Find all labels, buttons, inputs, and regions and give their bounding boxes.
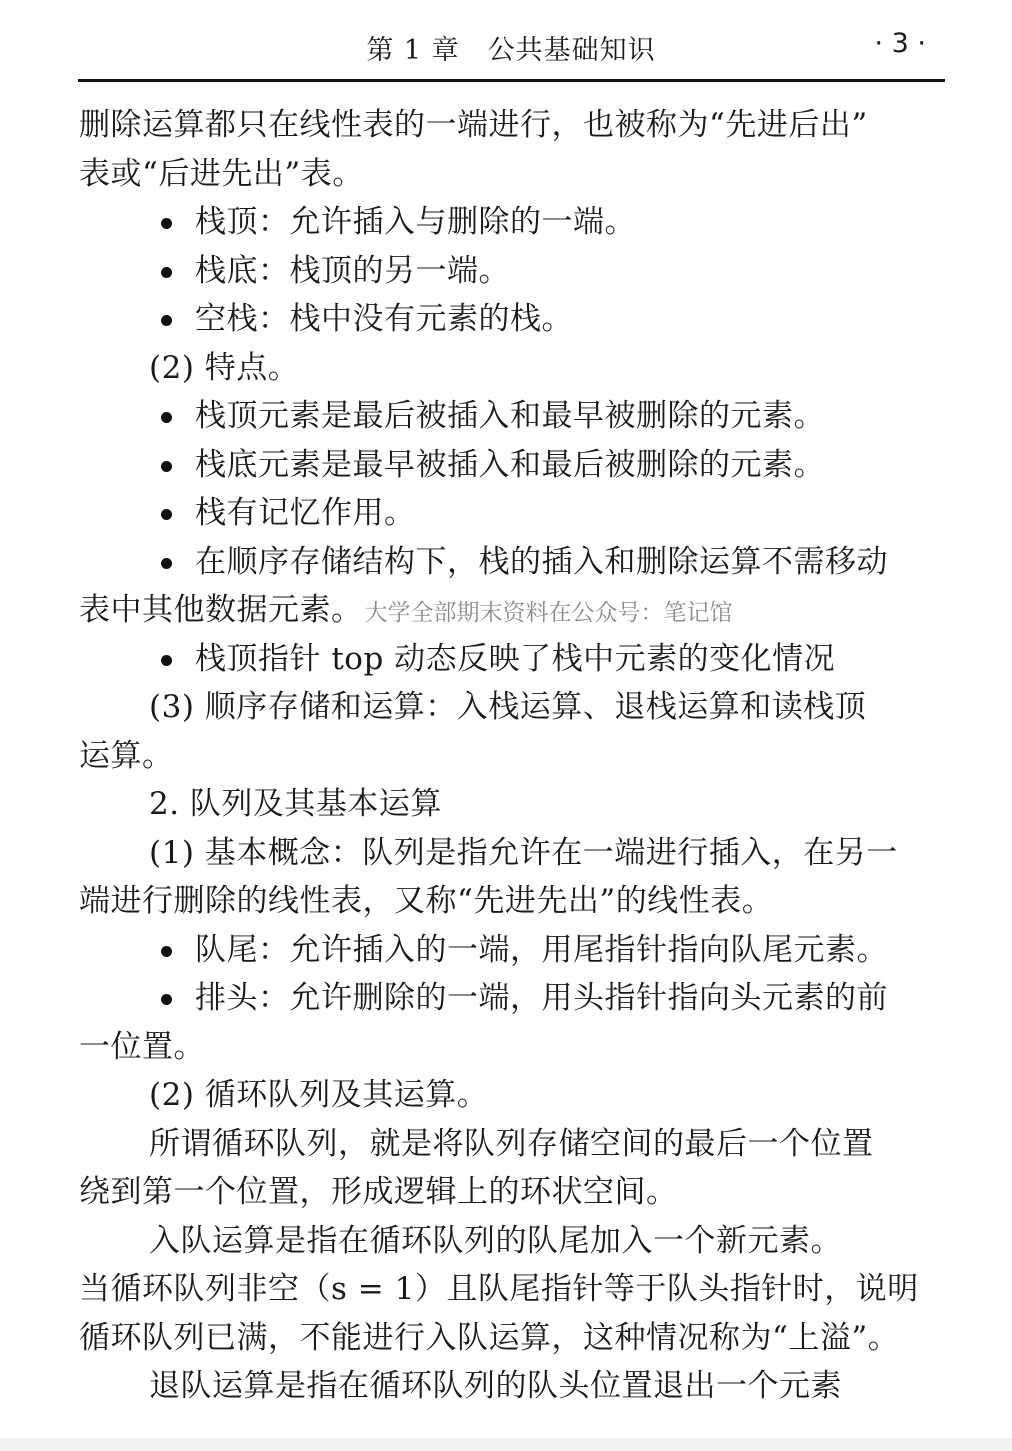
bullet-text: 栈顶指针 top 动态反映了栈中元素的变化情况 [195,640,836,677]
body-text [79,101,945,1411]
bullet-text: 栈底：栈顶的另一端。 [195,252,510,289]
bullet-icon [161,509,172,520]
chapter-title: 第 1 章 公共基础知识 [366,35,656,66]
text-line: 删除运算都只在线性表的一端进行，也被称为“先进后出” [79,107,868,143]
bullet-icon [161,994,172,1005]
bullet-text: 在顺序存储结构下，栈的插入和删除运算不需移动 [195,543,888,580]
bullet-item [79,489,945,538]
bullet-text: 栈顶：允许插入与删除的一端。 [195,204,636,240]
page-number: · 3 · [874,28,926,59]
bullet-item [79,247,945,296]
bullet-text: 栈底元素是最早被插入和最后被删除的元素。 [195,446,825,483]
subsection-heading: (2) 循环队列及其运算。 [149,1077,489,1113]
bullet-item [79,295,945,344]
text-line: 端进行删除的线性表，又称“先进先出”的线性表。 [79,883,774,919]
bullet-item [79,538,945,587]
bullet-item [79,635,945,684]
page-bottom-band [0,1438,1012,1451]
bullet-item [79,392,945,441]
text-line: 表或“后进先出”表。 [79,155,364,192]
watermark: 大学全部期末资料在公众号：笔记馆 [364,600,733,626]
paragraph-start: 退队运算是指在循环队列的队头位置退出一个元素 [149,1368,842,1404]
header-rule [78,79,945,82]
bullet-text: 栈顶元素是最后被插入和最早被删除的元素。 [195,398,825,434]
text-line: 一位置。 [79,1028,205,1065]
bullet-icon [161,267,172,278]
subsection-heading: (2) 特点。 [149,349,300,386]
bullet-text: 队尾：允许插入的一端，用尾指针指向队尾元素。 [195,931,888,968]
bullet-icon [161,461,172,472]
subsection-heading: (3) 顺序存储和运算：入栈运算、退栈运算和读栈顶 [149,689,867,725]
text-line: 运算。 [79,737,174,774]
section-heading: 2. 队列及其基本运算 [149,786,442,822]
paragraph-start: 入队运算是指在循环队列的队尾加入一个新元素。 [149,1222,842,1259]
bullet-icon [161,412,172,423]
running-head [78,22,944,70]
bullet-icon [161,946,172,957]
bullet-item [79,926,945,975]
bullet-item [79,441,945,490]
text-line [79,586,945,635]
bullet-icon [161,315,172,326]
bullet-text: 排头：允许删除的一端，用头指针指向头元素的前 [195,980,888,1016]
text-line-content: 表中其他数据元素。 [79,592,363,628]
paragraph-start: 所谓循环队列，就是将队列存储空间的最后一个位置 [149,1125,874,1162]
bullet-text: 栈有记忆作用。 [195,495,416,531]
bullet-item [79,974,945,1023]
bullet-icon [161,218,172,229]
text-line: 当循环队列非空（s = 1）且队尾指针等于队头指针时，说明 [79,1271,919,1307]
bullet-icon [161,558,172,569]
bullet-text: 空栈：栈中没有元素的栈。 [195,301,573,337]
subsection-heading: (1) 基本概念：队列是指允许在一端进行插入，在另一 [149,834,898,871]
bullet-item [79,198,945,247]
text-line: 绕到第一个位置，形成逻辑上的环状空间。 [79,1174,678,1210]
bullet-icon [161,655,172,666]
text-line: 循环队列已满，不能进行入队运算，这种情况称为“上溢”。 [79,1319,900,1356]
